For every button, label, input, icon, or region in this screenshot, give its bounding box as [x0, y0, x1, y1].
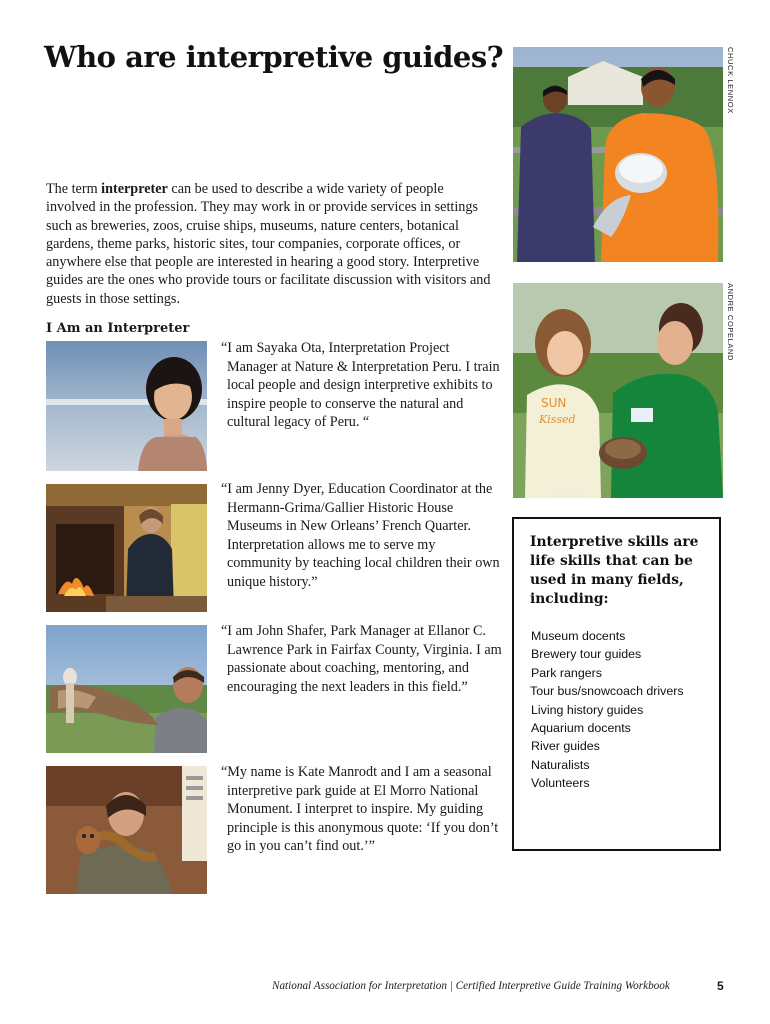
intro-text-start: The term [46, 181, 102, 197]
skills-list-item: Tour bus/snowcoach drivers [530, 684, 684, 699]
intro-term: interpreter [101, 181, 168, 197]
intro-text-end: can be used to describe a wide variety of people involved in the profession. They may work in or provide services in settings such as breweries, zoos, cruise ships, museums, nature centers, botanical gardens, theme parks, historic sites, tour companies, corporate offices, or anywhere else that people are interested in hearing a good story. Interpretive guides are the ones who provide tours or facilitate discussion with visitors and guests in those settings. [46, 181, 491, 307]
photo-girl-with-turtle [513, 283, 723, 498]
section-heading: I Am an Interpreter [46, 321, 190, 336]
skills-list-item: Brewery tour guides [531, 647, 642, 662]
skills-list-item: Naturalists [531, 757, 590, 772]
page-number: 5 [717, 979, 724, 993]
page-title: Who are interpretive guides? [44, 40, 504, 74]
shirt-text-kissed: Kissed [539, 413, 576, 426]
skills-callout-box [512, 517, 721, 851]
skills-list-item: Volunteers [531, 776, 590, 791]
quote-jenny-dyer: “I am Jenny Dyer, Education Coordinator at the Hermann-Grima/Gallier Historic House Museums in New Orleans’ French Quarter. Interpretation allows me to serve my community by teaching local children their own unique history.” [221, 481, 500, 590]
photo-guides-outdoors [513, 47, 723, 262]
quote-kate-manrodt: “My name is Kate Manrodt and I am a seasonal interpretive park guide at El Morro National Monument. I interpret to inspire. My guiding principle is this anonymous quote: ‘If you don’t go in you can’t find out.’” [221, 764, 499, 854]
photo-credit-2: ANDRE COPELAND [726, 283, 735, 361]
photo-sayaka-ota [46, 341, 207, 471]
photo-kate-manrodt [46, 766, 207, 894]
footer-text: National Association for Interpretation | Certified Interpretive Guide Training Workbook [272, 980, 670, 992]
skills-list-item: Living history guides [531, 702, 644, 717]
skills-heading: Interpretive skills are life skills that can be used in many fields, including: [530, 534, 699, 607]
skills-list-item: Museum docents [531, 629, 626, 643]
quote-john-shafer: “I am John Shafer, Park Manager at Ellanor C. Lawrence Park in Fairfax County, Virginia. I am passionate about coaching, mentoring, and encouraging the next leaders in this field.” [221, 623, 502, 695]
shirt-text-sun: SUN [541, 396, 567, 410]
skills-list-item: River guides [531, 739, 600, 754]
photo-credit-1: CHUCK LENNOX [726, 47, 735, 114]
photo-john-shafer [46, 625, 207, 753]
skills-list-item: Aquarium docents [531, 721, 631, 736]
quote-sayaka-ota: “I am Sayaka Ota, Interpretation Project Manager at Nature & Interpretation Peru. I train local people and design interpretive exhibits to inspire people to conserve the natural and cultural legacy of Peru. “ [221, 340, 500, 430]
skills-list [531, 627, 719, 793]
skills-list-item: Park rangers [531, 665, 602, 680]
intro-paragraph [46, 180, 491, 308]
photo-jenny-dyer [46, 484, 207, 612]
